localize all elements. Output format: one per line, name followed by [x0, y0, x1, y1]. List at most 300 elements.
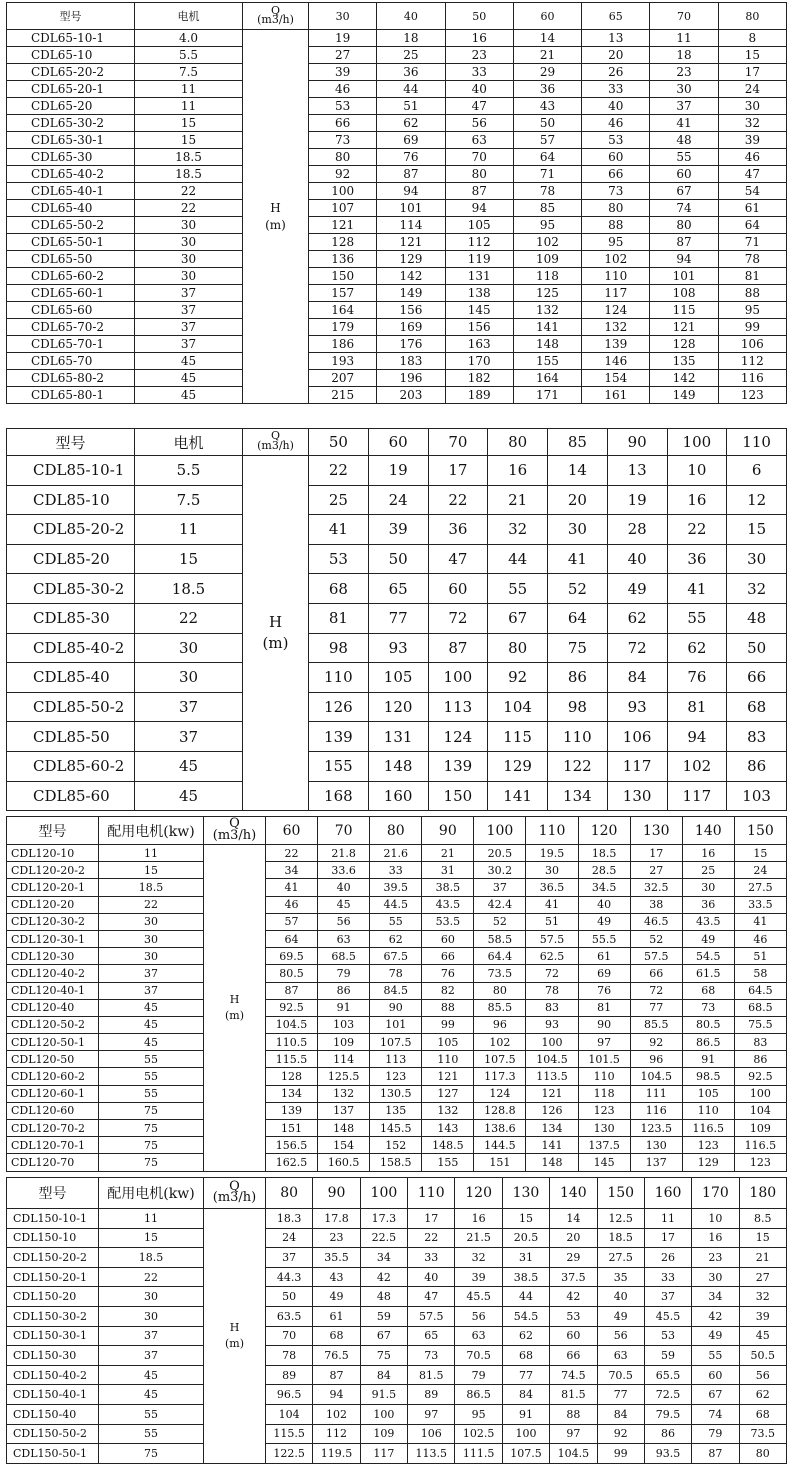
head-value: 37 [650, 98, 718, 115]
header-flow-label [243, 429, 309, 456]
head-value: 31 [422, 862, 474, 879]
motor-cell: 11 [99, 845, 204, 862]
head-value: 97 [578, 1034, 630, 1051]
head-value: 67 [488, 603, 548, 633]
head-value: 164 [513, 370, 581, 387]
head-value: 21.5 [455, 1228, 502, 1248]
table-cdl150 [6, 1177, 787, 1464]
head-value: 91 [318, 999, 370, 1016]
motor-cell: 37 [135, 692, 243, 722]
model-cell: CDL120-70-1 [7, 1137, 99, 1154]
model-cell: CDL85-20-2 [7, 515, 135, 545]
motor-cell: 45 [135, 751, 243, 781]
head-value: 146 [582, 353, 650, 370]
table-row [7, 574, 787, 604]
model-cell: CDL65-30 [7, 149, 135, 166]
table-row [7, 485, 787, 515]
head-value: 106 [718, 336, 786, 353]
head-value: 87 [445, 183, 513, 200]
head-value: 14 [548, 456, 608, 486]
head-value: 66 [582, 166, 650, 183]
head-value: 41 [548, 544, 608, 574]
flow-q-label: Q [229, 816, 240, 832]
table-row [7, 47, 787, 64]
table-row [7, 166, 787, 183]
head-value: 86.5 [455, 1385, 502, 1405]
table-row [7, 663, 787, 693]
table-row [7, 1120, 787, 1137]
motor-cell: 75 [99, 1102, 204, 1119]
motor-cell: 75 [99, 1120, 204, 1137]
head-value: 92 [630, 1034, 682, 1051]
head-value: 92.5 [266, 999, 318, 1016]
head-value: 134 [548, 781, 608, 811]
head-value: 189 [445, 387, 513, 404]
head-value: 76 [377, 149, 445, 166]
flow-value: 80 [488, 429, 548, 456]
flow-value: 140 [550, 1178, 597, 1209]
head-value: 110 [548, 722, 608, 752]
model-cell: CDL120-40 [7, 999, 99, 1016]
head-value: 121 [526, 1085, 578, 1102]
head-value: 149 [377, 285, 445, 302]
head-value: 40 [408, 1267, 455, 1287]
head-value: 36.5 [526, 879, 578, 896]
table-row [7, 302, 787, 319]
head-value: 44 [377, 81, 445, 98]
head-value: 102 [513, 234, 581, 251]
head-value: 105 [422, 1034, 474, 1051]
table-row [7, 353, 787, 370]
head-value: 37 [474, 879, 526, 896]
motor-cell: 37 [135, 285, 243, 302]
head-value: 76.5 [313, 1346, 360, 1366]
head-value: 128 [266, 1068, 318, 1085]
head-value: 142 [377, 268, 445, 285]
head-value: 104 [488, 692, 548, 722]
head-value: 40 [445, 81, 513, 98]
table-row [7, 81, 787, 98]
head-value: 73.5 [739, 1424, 786, 1444]
head-value: 102 [667, 751, 727, 781]
head-value: 40 [597, 1287, 644, 1307]
head-value: 63.5 [266, 1306, 313, 1326]
head-value: 108 [650, 285, 718, 302]
header-row [7, 817, 787, 845]
head-value: 21.6 [370, 845, 422, 862]
head-value: 168 [309, 781, 369, 811]
flow-value: 50 [445, 3, 513, 30]
header-flow-label [204, 817, 266, 845]
head-value: 23 [445, 47, 513, 64]
head-value: 115.5 [266, 1424, 313, 1444]
head-value: 110.5 [266, 1034, 318, 1051]
table-row [7, 1306, 787, 1326]
head-value: 38.5 [422, 879, 474, 896]
head-value: 71 [513, 166, 581, 183]
head-value: 27.5 [734, 879, 786, 896]
head-value: 137 [630, 1154, 682, 1171]
head-value: 154 [318, 1137, 370, 1154]
head-value: 128 [650, 336, 718, 353]
head-value: 43 [513, 98, 581, 115]
head-value: 42 [550, 1287, 597, 1307]
head-value: 24 [368, 485, 428, 515]
head-value: 155 [513, 353, 581, 370]
head-value: 77 [597, 1385, 644, 1405]
model-cell: CDL150-40-2 [7, 1365, 99, 1385]
head-value: 126 [309, 692, 369, 722]
head-value: 49 [607, 574, 667, 604]
head-value: 88 [718, 285, 786, 302]
flow-value: 70 [650, 3, 718, 30]
head-value: 55 [488, 574, 548, 604]
head-value: 81 [718, 268, 786, 285]
head-value: 26 [582, 64, 650, 81]
head-value: 66 [727, 663, 787, 693]
motor-cell: 37 [135, 336, 243, 353]
head-value: 19 [309, 30, 377, 47]
head-value: 78 [513, 183, 581, 200]
motor-cell: 37 [135, 302, 243, 319]
head-value: 52 [548, 574, 608, 604]
head-value: 61 [578, 948, 630, 965]
head-value: 86 [548, 663, 608, 693]
head-value: 125.5 [318, 1068, 370, 1085]
head-value: 111 [630, 1085, 682, 1102]
model-cell: CDL120-20-1 [7, 879, 99, 896]
motor-cell: 75 [99, 1137, 204, 1154]
table-cdl120 [6, 816, 787, 1172]
table-row [7, 1267, 787, 1287]
head-value: 55 [650, 149, 718, 166]
head-value: 132 [582, 319, 650, 336]
head-value: 128.8 [474, 1102, 526, 1119]
model-cell: CDL150-30 [7, 1346, 99, 1366]
head-value: 95 [513, 217, 581, 234]
head-value: 104.5 [550, 1444, 597, 1464]
head-value: 32 [488, 515, 548, 545]
head-value: 93 [526, 1016, 578, 1033]
head-value: 74.5 [550, 1365, 597, 1385]
motor-cell: 30 [135, 633, 243, 663]
head-value: 30 [727, 544, 787, 574]
head-value: 114 [318, 1051, 370, 1068]
motor-cell: 45 [135, 387, 243, 404]
head-value: 86.5 [682, 1034, 734, 1051]
head-value: 141 [488, 781, 548, 811]
head-value: 138.6 [474, 1120, 526, 1137]
table-row [7, 603, 787, 633]
flow-value: 100 [360, 1178, 407, 1209]
head-value: 122.5 [266, 1444, 313, 1464]
table-row [7, 1287, 787, 1307]
head-value: 77 [368, 603, 428, 633]
head-value: 83 [526, 999, 578, 1016]
flow-q-label: Q [270, 429, 281, 443]
head-value: 53.5 [422, 913, 474, 930]
head-value: 102 [582, 251, 650, 268]
flow-value: 150 [597, 1178, 644, 1209]
model-cell: CDL65-30-2 [7, 115, 135, 132]
flow-value: 60 [368, 429, 428, 456]
head-value: 170 [445, 353, 513, 370]
table-row [7, 1346, 787, 1366]
head-h-label: H [270, 200, 281, 215]
flow-value: 80 [370, 817, 422, 845]
head-value: 14 [550, 1209, 597, 1229]
head-value: 92 [488, 663, 548, 693]
table-row [7, 1248, 787, 1268]
model-cell: CDL65-10-1 [7, 30, 135, 47]
motor-cell: 45 [99, 1016, 204, 1033]
head-value: 121 [650, 319, 718, 336]
head-value: 62 [377, 115, 445, 132]
model-cell: CDL120-40-1 [7, 982, 99, 999]
head-value: 115 [488, 722, 548, 752]
head-value: 160.5 [318, 1154, 370, 1171]
head-value: 143 [422, 1120, 474, 1137]
head-value: 131 [445, 268, 513, 285]
head-value: 139 [309, 722, 369, 752]
head-value: 17 [408, 1209, 455, 1229]
head-value: 61.5 [682, 965, 734, 982]
head-value: 101 [650, 268, 718, 285]
head-value: 39 [368, 515, 428, 545]
header-flow-label [243, 3, 309, 30]
model-cell: CDL120-50-1 [7, 1034, 99, 1051]
motor-cell: 15 [99, 862, 204, 879]
model-cell: CDL120-50 [7, 1051, 99, 1068]
head-value: 39 [739, 1306, 786, 1326]
head-value: 59 [644, 1346, 691, 1366]
model-cell: CDL150-10 [7, 1228, 99, 1248]
head-value: 131 [368, 722, 428, 752]
head-value: 55 [692, 1346, 739, 1366]
head-value: 75 [360, 1346, 407, 1366]
flow-value: 90 [607, 429, 667, 456]
head-value: 104 [266, 1404, 313, 1424]
head-value: 46 [266, 896, 318, 913]
model-cell: CDL65-60-1 [7, 285, 135, 302]
head-value: 102 [474, 1034, 526, 1051]
head-unit-label: (m) [262, 634, 289, 653]
head-value: 64.5 [734, 982, 786, 999]
head-value: 130 [630, 1137, 682, 1154]
header-model: 型号 [7, 3, 135, 30]
head-value: 81 [578, 999, 630, 1016]
head-value: 139 [266, 1102, 318, 1119]
head-value: 144.5 [474, 1137, 526, 1154]
table-row [7, 132, 787, 149]
head-value: 116.5 [734, 1137, 786, 1154]
table-row [7, 285, 787, 302]
header-model: 型号 [7, 429, 135, 456]
head-value: 57.5 [630, 948, 682, 965]
head-value: 80 [739, 1444, 786, 1464]
head-value: 123 [682, 1137, 734, 1154]
flow-value: 170 [692, 1178, 739, 1209]
head-value: 94 [667, 722, 727, 752]
head-value: 45.5 [455, 1287, 502, 1307]
head-value: 157 [309, 285, 377, 302]
motor-cell: 30 [135, 251, 243, 268]
motor-cell: 22 [135, 200, 243, 217]
head-value: 69 [578, 965, 630, 982]
head-h-label: H [229, 1321, 240, 1335]
head-value: 86 [644, 1424, 691, 1444]
head-value: 30 [682, 879, 734, 896]
motor-cell: 4.0 [135, 30, 243, 47]
head-value: 15 [718, 47, 786, 64]
head-value: 151 [474, 1154, 526, 1171]
model-cell: CDL85-30-2 [7, 574, 135, 604]
head-value: 87 [692, 1444, 739, 1464]
head-value: 56 [455, 1306, 502, 1326]
head-value: 63 [318, 930, 370, 947]
table-row [7, 1085, 787, 1102]
head-value: 60 [428, 574, 488, 604]
head-value: 8.5 [739, 1209, 786, 1229]
head-value: 23 [650, 64, 718, 81]
head-value: 33.6 [318, 862, 370, 879]
model-cell: CDL85-50 [7, 722, 135, 752]
table-row [7, 64, 787, 81]
head-value: 137 [318, 1102, 370, 1119]
flow-value: 110 [408, 1178, 455, 1209]
flow-value: 130 [630, 817, 682, 845]
head-value: 77 [502, 1365, 549, 1385]
head-label-cell [243, 30, 309, 404]
model-cell: CDL150-50-2 [7, 1424, 99, 1444]
motor-cell: 11 [135, 81, 243, 98]
motor-cell: 30 [99, 948, 204, 965]
head-value: 48 [360, 1287, 407, 1307]
motor-cell: 18.5 [99, 1248, 204, 1268]
head-value: 77 [630, 999, 682, 1016]
head-value: 57.5 [408, 1306, 455, 1326]
model-cell: CDL65-80-1 [7, 387, 135, 404]
head-value: 44.3 [266, 1267, 313, 1287]
head-value: 57.5 [526, 930, 578, 947]
header-motor: 配用电机(kw) [99, 1178, 204, 1209]
head-value: 40 [582, 98, 650, 115]
head-value: 40 [318, 879, 370, 896]
head-value: 102.5 [455, 1424, 502, 1444]
model-cell: CDL85-30 [7, 603, 135, 633]
flow-value: 60 [266, 817, 318, 845]
head-value: 33 [582, 81, 650, 98]
head-value: 45 [318, 896, 370, 913]
model-cell: CDL85-60-2 [7, 751, 135, 781]
model-cell: CDL85-40-2 [7, 633, 135, 663]
head-value: 22 [428, 485, 488, 515]
head-value: 84 [597, 1404, 644, 1424]
table-row [7, 896, 787, 913]
head-value: 32 [718, 115, 786, 132]
motor-cell: 5.5 [135, 47, 243, 64]
head-value: 30 [548, 515, 608, 545]
head-value: 203 [377, 387, 445, 404]
head-value: 60 [550, 1326, 597, 1346]
head-value: 21.8 [318, 845, 370, 862]
model-cell: CDL150-10-1 [7, 1209, 99, 1229]
model-cell: CDL65-50-1 [7, 234, 135, 251]
head-value: 117 [607, 751, 667, 781]
motor-cell: 11 [99, 1209, 204, 1229]
head-value: 53 [309, 544, 369, 574]
table-row [7, 879, 787, 896]
head-value: 48 [727, 603, 787, 633]
head-value: 107.5 [474, 1051, 526, 1068]
table-cdl85 [6, 428, 787, 811]
flow-value: 40 [377, 3, 445, 30]
model-cell: CDL65-10 [7, 47, 135, 64]
model-cell: CDL120-60-1 [7, 1085, 99, 1102]
head-value: 62.5 [526, 948, 578, 965]
model-cell: CDL65-30-1 [7, 132, 135, 149]
head-value: 51 [526, 913, 578, 930]
motor-cell: 30 [99, 1287, 204, 1307]
head-value: 16 [488, 456, 548, 486]
motor-cell: 45 [135, 370, 243, 387]
head-value: 41 [650, 115, 718, 132]
head-value: 171 [513, 387, 581, 404]
model-cell: CDL65-50-2 [7, 217, 135, 234]
head-value: 113.5 [408, 1444, 455, 1464]
motor-cell: 22 [135, 603, 243, 633]
head-value: 73 [408, 1346, 455, 1366]
head-value: 32.5 [630, 879, 682, 896]
head-value: 44 [488, 544, 548, 574]
head-value: 84.5 [370, 982, 422, 999]
head-value: 16 [682, 845, 734, 862]
model-cell: CDL150-30-1 [7, 1326, 99, 1346]
flow-value: 180 [739, 1178, 786, 1209]
head-value: 51 [734, 948, 786, 965]
motor-cell: 45 [99, 1365, 204, 1385]
head-value: 80 [488, 633, 548, 663]
head-value: 104.5 [526, 1051, 578, 1068]
head-value: 103 [318, 1016, 370, 1033]
head-value: 66 [422, 948, 474, 965]
head-value: 72 [428, 603, 488, 633]
head-value: 138 [445, 285, 513, 302]
head-value: 163 [445, 336, 513, 353]
head-value: 160 [368, 781, 428, 811]
head-value: 22 [408, 1228, 455, 1248]
table-row [7, 1034, 787, 1051]
head-value: 62 [739, 1385, 786, 1405]
head-value: 36 [377, 64, 445, 81]
head-value: 91 [682, 1051, 734, 1068]
head-value: 73 [582, 183, 650, 200]
head-value: 120 [368, 692, 428, 722]
head-value: 53 [309, 98, 377, 115]
head-value: 62 [370, 930, 422, 947]
flow-value: 30 [309, 3, 377, 30]
head-value: 62 [667, 633, 727, 663]
head-value: 17 [428, 456, 488, 486]
head-value: 66 [309, 115, 377, 132]
head-value: 60 [422, 930, 474, 947]
head-value: 47 [445, 98, 513, 115]
head-value: 39 [718, 132, 786, 149]
head-value: 42.4 [474, 896, 526, 913]
flow-value: 110 [727, 429, 787, 456]
head-value: 110 [309, 663, 369, 693]
head-value: 21 [422, 845, 474, 862]
